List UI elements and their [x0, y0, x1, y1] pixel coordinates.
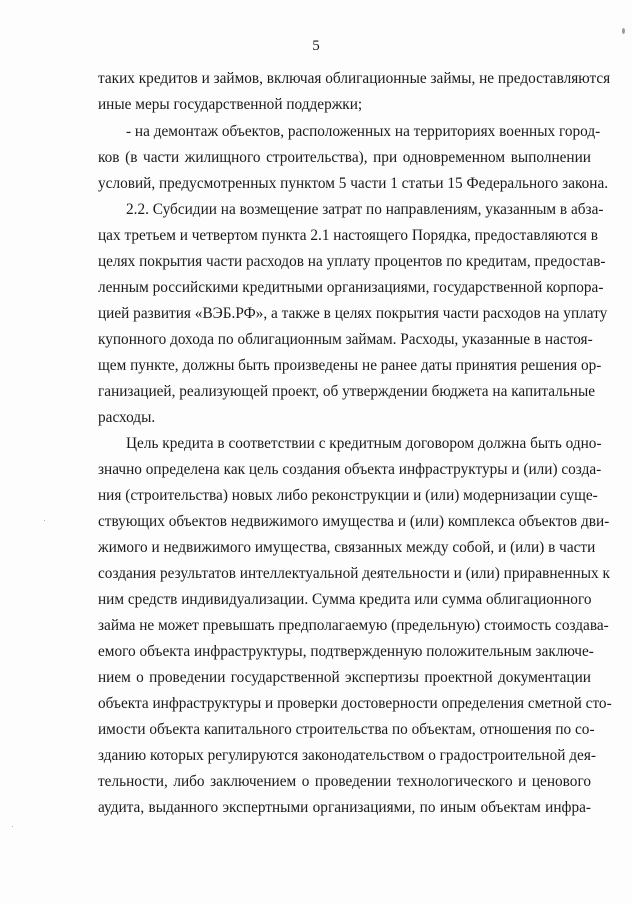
text-line: купонного дохода по облигационным займам. Расходы, указанные в настоя- — [98, 331, 593, 348]
scan-speck — [12, 826, 13, 827]
text-line: ганизацией, реализующей проект, об утверждении бюджета на капитальные — [98, 383, 596, 400]
scan-speck — [622, 28, 625, 34]
text-line: условий, предусмотренных пунктом 5 части 1 статьи 15 Федерального закона. — [98, 175, 609, 192]
scan-speck — [44, 520, 45, 521]
text-line: нием о проведении государственной экспертизы проектной документации — [98, 669, 591, 686]
text-line: ствующих объектов недвижимого имущества и (или) комплекса объектов дви- — [98, 513, 610, 530]
text-line: ния (строительства) новых либо реконструкции и (или) модернизации суще- — [98, 487, 598, 504]
text-line: цах третьем и четвертом пункта 2.1 настоящего Порядка, предоставляются в — [98, 227, 599, 244]
text-line: щем пункте, должны быть произведены не ранее даты принятия решения ор- — [98, 357, 602, 374]
text-line: аудита, выданного экспертными организациями, по иным объектам инфра- — [98, 799, 591, 816]
text-line: расходы. — [98, 409, 156, 426]
text-line: ков (в части жилищного строительства), при одновременном выполнении — [98, 149, 591, 166]
text-line: тельности, либо заключением о проведении технологического и ценового — [98, 773, 591, 790]
text-line: займа не может превышать предполагаемую (предельную) стоимость создава- — [98, 617, 609, 634]
text-line: ленным российскими кредитными организациями, государственной корпора- — [98, 279, 604, 296]
text-line: Цель кредита в соответствии с кредитным договором должна быть одно- — [126, 435, 602, 452]
text-line: иные меры государственной поддержки; — [98, 96, 363, 113]
text-line: жимого и недвижимого имущества, связанных между собой, и (или) в части — [98, 539, 596, 556]
text-line: объекта инфраструктуры и проверки достоверности определения сметной сто- — [98, 695, 612, 712]
text-line: - на демонтаж объектов, расположенных на территориях военных город- — [126, 123, 601, 140]
text-line: имости объекта капитального строительства по объектам, отношения по со- — [98, 721, 595, 738]
text-line: цией развития «ВЭБ.РФ», а также в целях покрытия части расходов на уплату — [98, 305, 608, 322]
text-line: создания результатов интеллектуальной деятельности и (или) приравненных к — [98, 565, 610, 582]
text-line: 2.2. Субсидии на возмещение затрат по направлениям, указанным в абза- — [126, 201, 604, 218]
text-line: таких кредитов и займов, включая облигационные займы, не предоставляются — [98, 70, 611, 87]
text-line: целях покрытия части расходов на уплату процентов по кредитам, предостав- — [98, 253, 606, 270]
text-line: значно определена как цель создания объекта инфраструктуры и (или) созда- — [98, 461, 602, 478]
text-line: емого объекта инфраструктуры, подтвержденную положительным заключе- — [98, 643, 594, 660]
page-number: 5 — [312, 38, 320, 54]
text-line: зданию которых регулируются законодательством о градостроительной дея- — [98, 747, 596, 764]
text-line: ним средств индивидуализации. Сумма кредита или сумма облигационного — [98, 591, 592, 608]
